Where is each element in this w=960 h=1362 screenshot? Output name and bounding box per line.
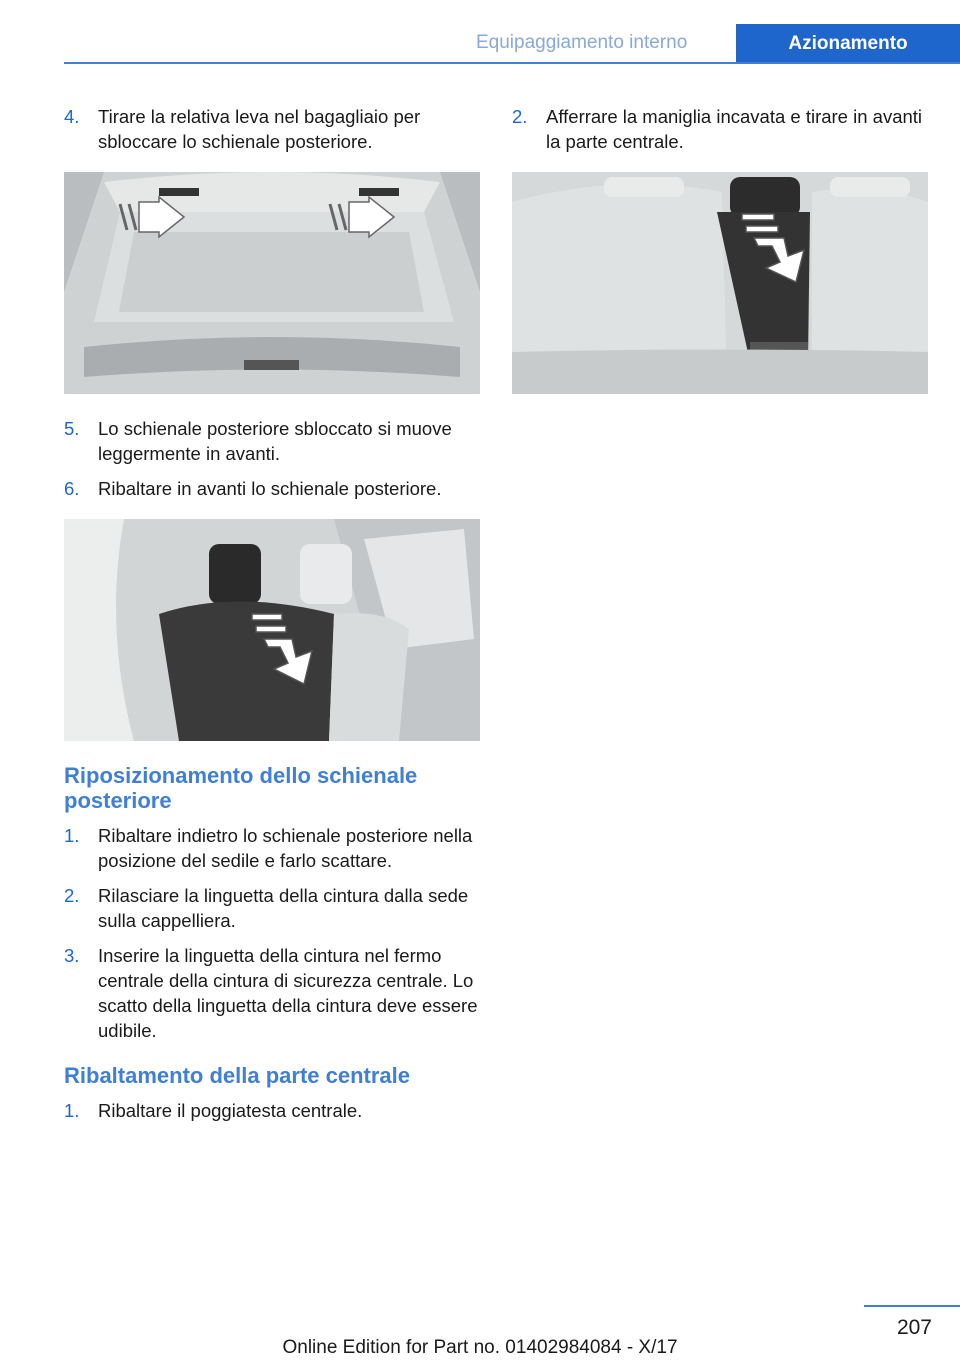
step-text: Tirare la relativa leva nel bagagliaio per sbloccare lo schienale posteriore. bbox=[98, 106, 421, 152]
step-number: 2. bbox=[64, 885, 80, 906]
left-column bbox=[64, 104, 480, 1133]
step-text: Ribaltare in avanti lo schienale posteriore. bbox=[98, 478, 442, 499]
step-number: 2. bbox=[512, 106, 528, 127]
step-number: 4. bbox=[64, 106, 80, 127]
step-number: 5. bbox=[64, 418, 80, 439]
center-fold-step-1 bbox=[64, 1098, 480, 1123]
header-rule bbox=[64, 62, 960, 64]
step-text: Inserire la linguetta della cintura nel fermo centrale della cintura di sicurezza centrale. Lo scatto della linguetta della cintura deve essere udibile. bbox=[98, 945, 478, 1041]
trunk-release-lever-figure bbox=[64, 172, 480, 394]
step-text: Ribaltare indietro lo schienale posteriore nella posizione del sedile e farlo scattare. bbox=[98, 825, 473, 871]
reposition-step-3 bbox=[64, 943, 480, 1043]
step-6 bbox=[64, 476, 480, 501]
section-title-reposition: Riposizionamento dello schienale posteriore bbox=[64, 763, 418, 813]
center-section-pull-figure bbox=[512, 172, 928, 394]
footer-edition-note: Online Edition for Part no. 01402984084 - X/17 bbox=[282, 1337, 678, 1358]
page-number: 207 bbox=[896, 1316, 932, 1339]
page-number-rule bbox=[864, 1305, 960, 1307]
reposition-step-1 bbox=[64, 823, 480, 873]
section-title-center-fold: Ribaltamento della parte centrale bbox=[64, 1063, 410, 1088]
reposition-step-2 bbox=[64, 883, 480, 933]
step-text: Ribaltare il poggiatesta centrale. bbox=[98, 1100, 363, 1121]
step-number: 3. bbox=[64, 945, 80, 966]
header-section-title: Equipaggiamento interno bbox=[476, 32, 688, 53]
step-text: Afferrare la maniglia incavata e tirare in avanti la parte centrale. bbox=[546, 106, 923, 152]
header-chapter-tab: Azionamento bbox=[736, 24, 960, 64]
step-number: 1. bbox=[64, 825, 80, 846]
fold-backrest-figure bbox=[64, 519, 480, 741]
step-number: 1. bbox=[64, 1100, 80, 1121]
step-text: Lo schienale posteriore sbloccato si muove leggermente in avanti. bbox=[98, 418, 452, 464]
step-number: 6. bbox=[64, 478, 80, 499]
step-2 bbox=[512, 104, 928, 154]
right-column bbox=[512, 104, 928, 416]
step-text: Rilasciare la linguetta della cintura dalla sede sulla cappelliera. bbox=[98, 885, 469, 931]
step-5 bbox=[64, 416, 480, 466]
step-4 bbox=[64, 104, 480, 154]
